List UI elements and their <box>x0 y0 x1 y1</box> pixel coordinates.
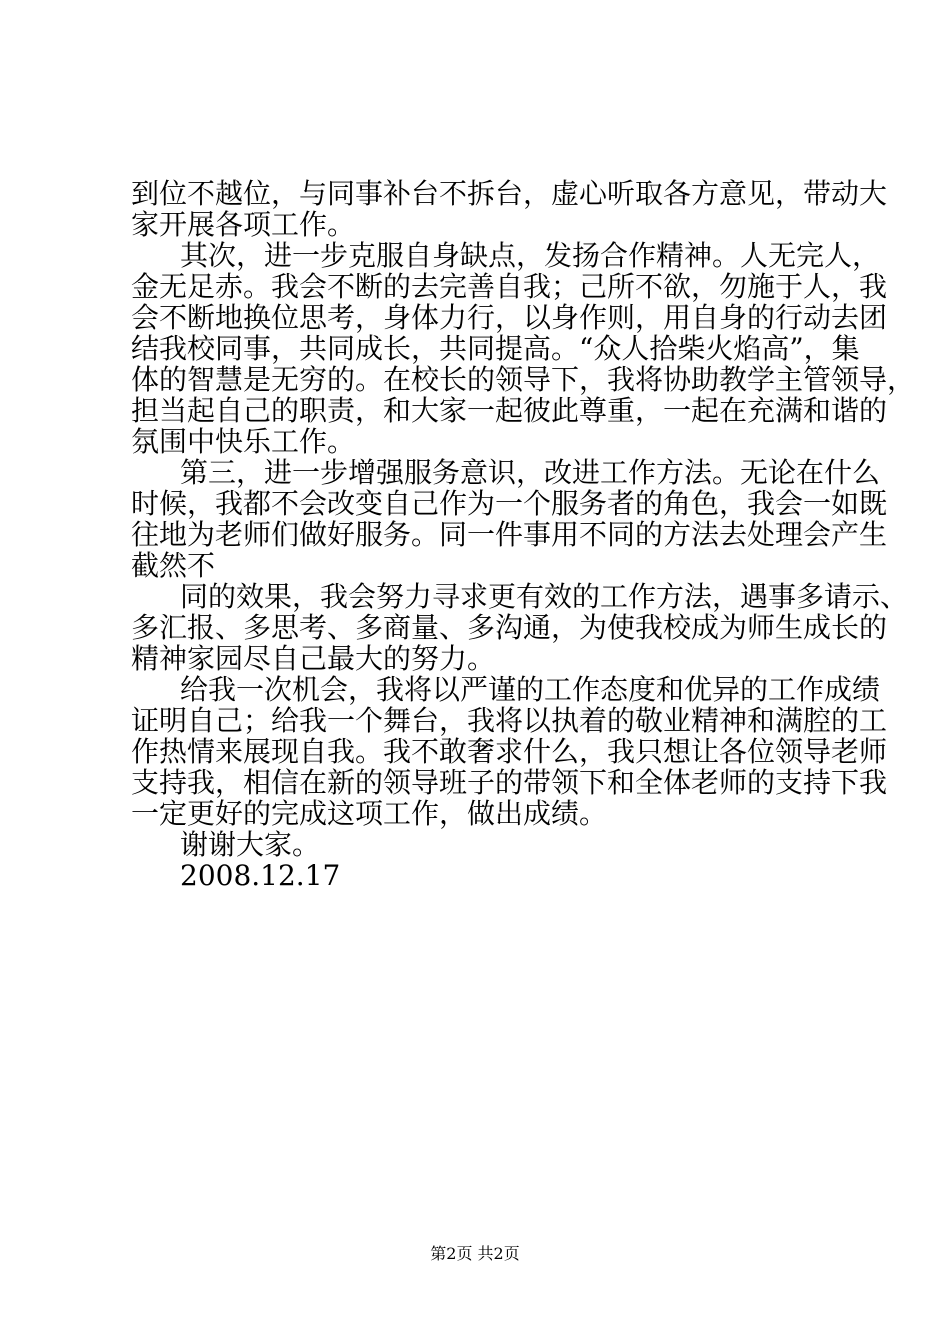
paragraph-line: 体的智慧是无穷的。在校长的领导下，我将协助教学主管领导， <box>131 363 916 396</box>
paragraph-line: 多汇报、多思考、多商量、多沟通，为使我校成为师生成长的 <box>131 611 888 644</box>
paragraph-line: 时候，我都不会改变自己作为一个服务者的角色，我会一如既 <box>131 487 888 520</box>
page-number: 第2页 共2页 <box>430 1244 520 1263</box>
paragraph-line: 往地为老师们做好服务。同一件事用不同的方法去处理会产生 <box>131 518 888 551</box>
paragraph-line: 金无足赤。我会不断的去完善自我；己所不欲，勿施于人，我 <box>131 270 888 303</box>
closing-thanks: 谢谢大家。 <box>180 828 321 861</box>
paragraph-line: 给我一次机会，我将以严谨的工作态度和优异的工作成绩 <box>180 673 881 706</box>
paragraph-line: 作热情来展现自我。我不敢奢求什么，我只想让各位领导老师 <box>131 735 888 768</box>
paragraph-line: 第三，进一步增强服务意识，改进工作方法。无论在什么 <box>180 456 881 489</box>
paragraph-line: 其次，进一步克服自身缺点，发扬合作精神。人无完人， <box>180 239 881 272</box>
paragraph-line: 担当起自己的职责，和大家一起彼此尊重，一起在充满和谐的 <box>131 394 888 427</box>
document-date: 2008.12.17 <box>180 859 341 892</box>
paragraph-line: 证明自己；给我一个舞台，我将以执着的敬业精神和满腔的工 <box>131 704 888 737</box>
paragraph-line: 家开展各项工作。 <box>131 208 356 241</box>
paragraph-line: 截然不 <box>131 549 216 582</box>
paragraph-line: 一定更好的完成这项工作，做出成绩。 <box>131 797 608 830</box>
paragraph-line: 支持我，相信在新的领导班子的带领下和全体老师的支持下我 <box>131 766 888 799</box>
paragraph-line: 会不断地换位思考，身体力行，以身作则，用自身的行动去团 <box>131 301 888 334</box>
paragraph-line: 到位不越位，与同事补台不拆台，虚心听取各方意见，带动大 <box>131 177 888 210</box>
paragraph-line: 氛围中快乐工作。 <box>131 425 356 458</box>
paragraph-line: 精神家园尽自己最大的努力。 <box>131 642 496 675</box>
paragraph-line: 结我校同事，共同成长，共同提高。“众人拾柴火焰高”，集 <box>131 332 860 365</box>
paragraph-line: 同的效果，我会努力寻求更有效的工作方法，遇事多请示、 <box>180 580 909 613</box>
